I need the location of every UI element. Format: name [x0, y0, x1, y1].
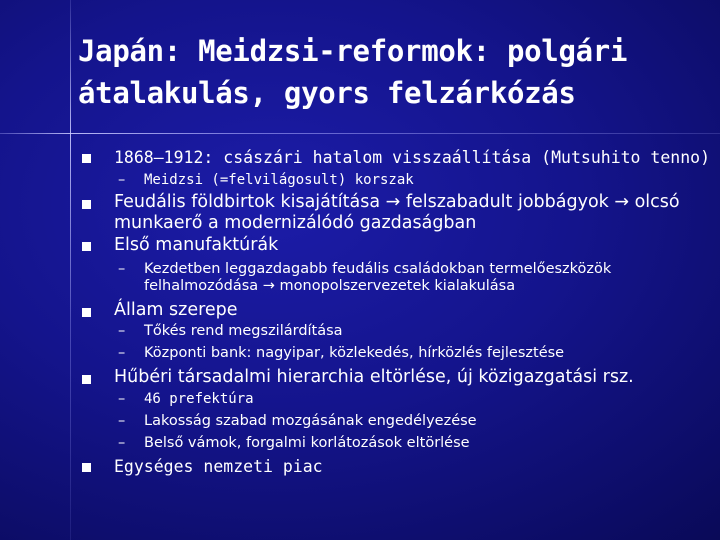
bullet-1-text: 1868–1912: császári hatalom visszaállítása (Mutsuhito tenno): [114, 148, 711, 167]
bullet-4-sub-2: Központi bank: nagyipar, közlekedés, hírközlés fejlesztése: [144, 345, 565, 361]
bullet-2-text-line-1: Feudális földbirtok kisajátítása → felszabadult jobbágyok → olcsó: [114, 192, 680, 212]
vertical-accent-rule: [70, 0, 71, 540]
sub-dash: –: [118, 435, 126, 451]
bullet-5-sub-3: Belső vámok, forgalmi korlátozások eltörlése: [144, 435, 470, 451]
bullet-1-sub-1: Meidzsi (=felvilágosult) korszak: [144, 172, 414, 188]
slide-title: [78, 30, 708, 114]
bullet-square-icon: [82, 200, 91, 209]
bullet-square-icon: [82, 463, 91, 472]
sub-dash: –: [118, 345, 126, 361]
bullet-square-icon: [82, 308, 91, 317]
bullet-4-sub-1: Tőkés rend megszilárdítása: [144, 323, 343, 339]
sub-dash: –: [118, 261, 126, 277]
bullet-3-sub-line-2: felhalmozódása → monopolszervezetek kialakulása: [144, 278, 516, 294]
bullet-square-icon: [82, 154, 91, 163]
sub-dash: –: [118, 172, 126, 188]
bullet-6-text: Egységes nemzeti piac: [114, 457, 323, 476]
title-line-2: átalakulás, gyors felzárkózás: [78, 76, 576, 110]
title-line-1: Japán: Meidzsi-reformok: polgári: [78, 34, 628, 68]
sub-dash: –: [118, 323, 126, 339]
bullet-5-text: Hűbéri társadalmi hierarchia eltörlése, új közigazgatási rsz.: [114, 367, 634, 387]
bullet-3-text: Első manufaktúrák: [114, 235, 279, 255]
bullet-3-sub-line-1: Kezdetben leggazdagabb feudális családokban termelőeszközök: [144, 261, 612, 277]
bullet-5-sub-1: 46 prefektúra: [144, 391, 254, 407]
sub-dash: –: [118, 391, 126, 407]
bullet-4-text: Állam szerepe: [114, 300, 238, 320]
bullet-square-icon: [82, 242, 91, 251]
bullet-2-text-line-2: munkaerő a modernizálódó gazdaságban: [114, 213, 477, 233]
bullet-square-icon: [82, 375, 91, 384]
sub-dash: –: [118, 413, 126, 429]
title-underline-rule: [0, 133, 720, 134]
bullet-5-sub-2: Lakosság szabad mozgásának engedélyezése: [144, 413, 477, 429]
